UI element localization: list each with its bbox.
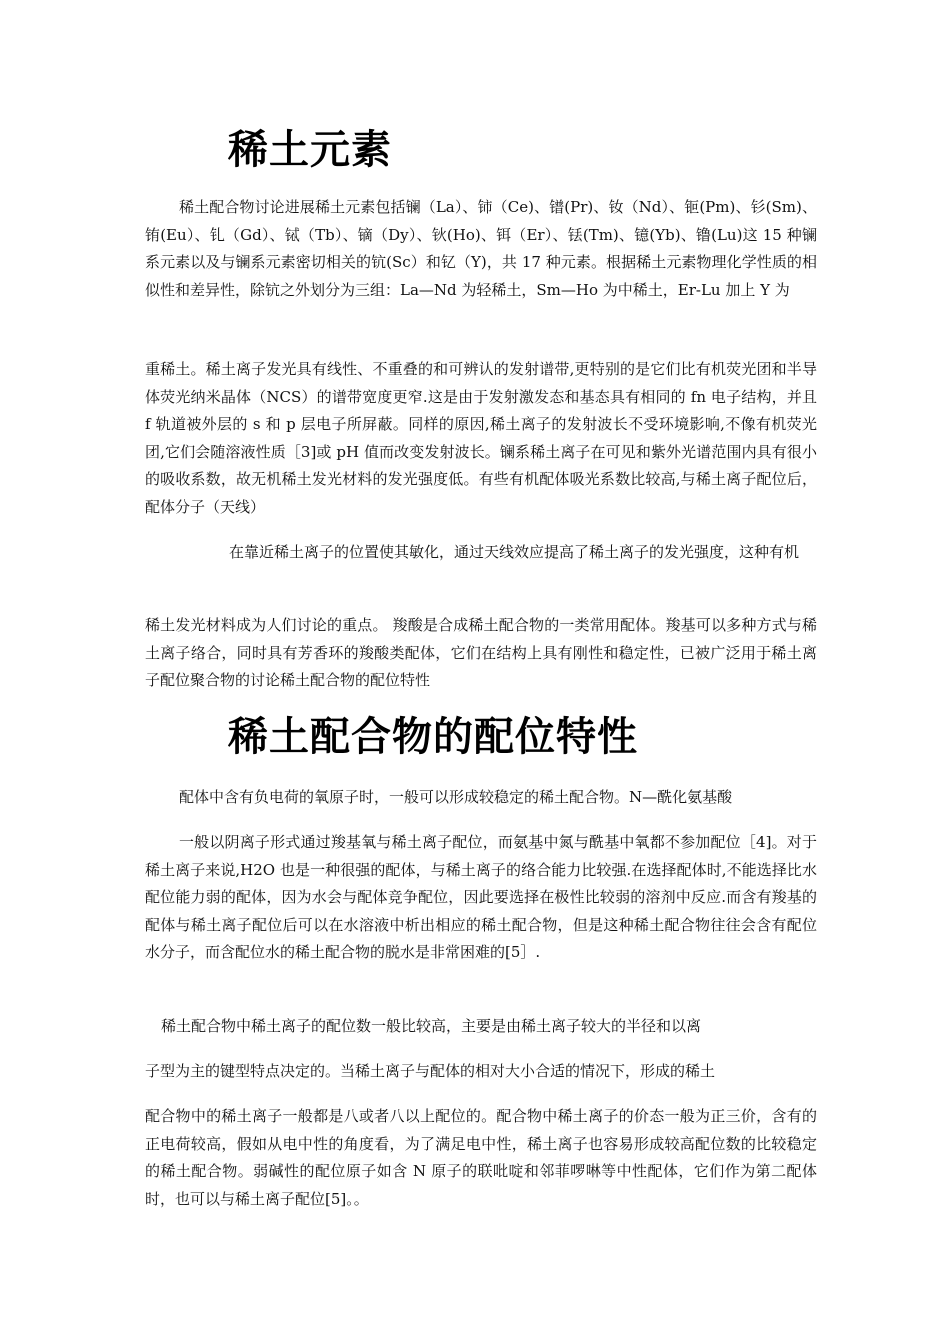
section-title-rare-earth-elements: 稀土元素: [228, 127, 392, 173]
paragraph-coordination-number: 稀土配合物中稀土离子的配位数一般比较高，主要是由稀土离子较大的半径和以离: [161, 1017, 702, 1035]
paragraph-oxygen-ligands: 配体中含有负电荷的氧原子时，一般可以形成较稳定的稀土配合物。N—酰化氨基酸: [179, 788, 733, 806]
paragraph-antenna-effect: 在靠近稀土离子的位置使其敏化，通过天线效应提高了稀土离子的发光强度，这种有机: [229, 543, 800, 561]
paragraph-rare-earth-elements-intro: 稀土配合物讨论进展稀土元素包括镧（La）、铈（Ce)、镨(Pr)、钕（Nd）、钷(Pm)、钐(Sm)、铕(Eu）、钆（Gd）、铽（Tb）、镝（Dy）、钬(Ho)、铒（Er）、铥(Tm)、镱(Yb)、镥(Lu)这 15 种镧系元素以及与镧系元素密切相关的钪(Sc）和钇（Y)，共 17 种元素。根据稀土元素物理化学性质的相似性和差异性，除钪之外划分为三组：La—Nd 为轻稀土，Sm—Ho 为中稀土，Er-Lu 加上 Y 为: [145, 198, 817, 299]
paragraph-heavy-rare-earth-luminescence: 重稀土。稀土离子发光具有线性、不重叠的和可辨认的发射谱带,更特别的是它们比有机荧光团和半导体荧光纳米晶体（NCS）的谱带宽度更窄.这是由于发射激发态和基态具有相同的 fn 电子结构，并且 f 轨道被外层的 s 和 p 层电子所屏蔽。同样的原因,稀土离子的发射波长不受环境影响,不像有机荧光团,它们会随溶液性质［3]或 pH 值而改变发射波长。镧系稀土离子在可见和紫外光谱范围内具有很小的吸收系数，故无机稀土发光材料的发光强度低。有些有机配体吸光系数比较高,与稀土离子配位后，配体分子（天线）: [145, 360, 817, 516]
paragraph-carboxylic-ligands: 稀土发光材料成为人们讨论的重点。 羧酸是合成稀土配合物的一类常用配体。羧基可以多种方式与稀土离子络合，同时具有芳香环的羧酸类配体，它们在结构上具有刚性和稳定性，已被广泛用于稀土离子配位聚合物的讨论稀土配合物的配位特性: [145, 616, 817, 689]
paragraph-bond-type: 子型为主的键型特点决定的。当稀土离子与配体的相对大小合适的情况下，形成的稀土: [145, 1062, 716, 1080]
paragraph-water-ligand: 一般以阴离子形式通过羧基氧与稀土离子配位，而氨基中氮与酰基中氧都不参加配位［4]。对于稀土离子来说,H2O 也是一种很强的配体，与稀土离子的络合能力比较强.在选择配体时,不能选择比水配位能力弱的配体，因为水会与配体竞争配位，因此要选择在极性比较弱的溶剂中反应.而含有羧基的配体与稀土离子配位后可以在水溶液中析出相应的稀土配合物，但是这种稀土配合物往往会含有配位水分子，而含配位水的稀土配合物的脱水是非常困难的[5］.: [145, 833, 817, 961]
paragraph-oxidation-state: 配合物中的稀土离子一般都是八或者八以上配位的。配合物中稀土离子的价态一般为正三价，含有的正电荷较高，假如从电中性的角度看，为了满足电中性，稀土离子也容易形成较高配位数的比较稳定的稀土配合物。弱碱性的配位原子如含 N 原子的联吡啶和邻菲啰啉等中性配体，它们作为第二配体时，也可以与稀土离子配位[5]。。: [145, 1107, 817, 1208]
section-title-coordination-properties: 稀土配合物的配位特性: [228, 714, 638, 760]
